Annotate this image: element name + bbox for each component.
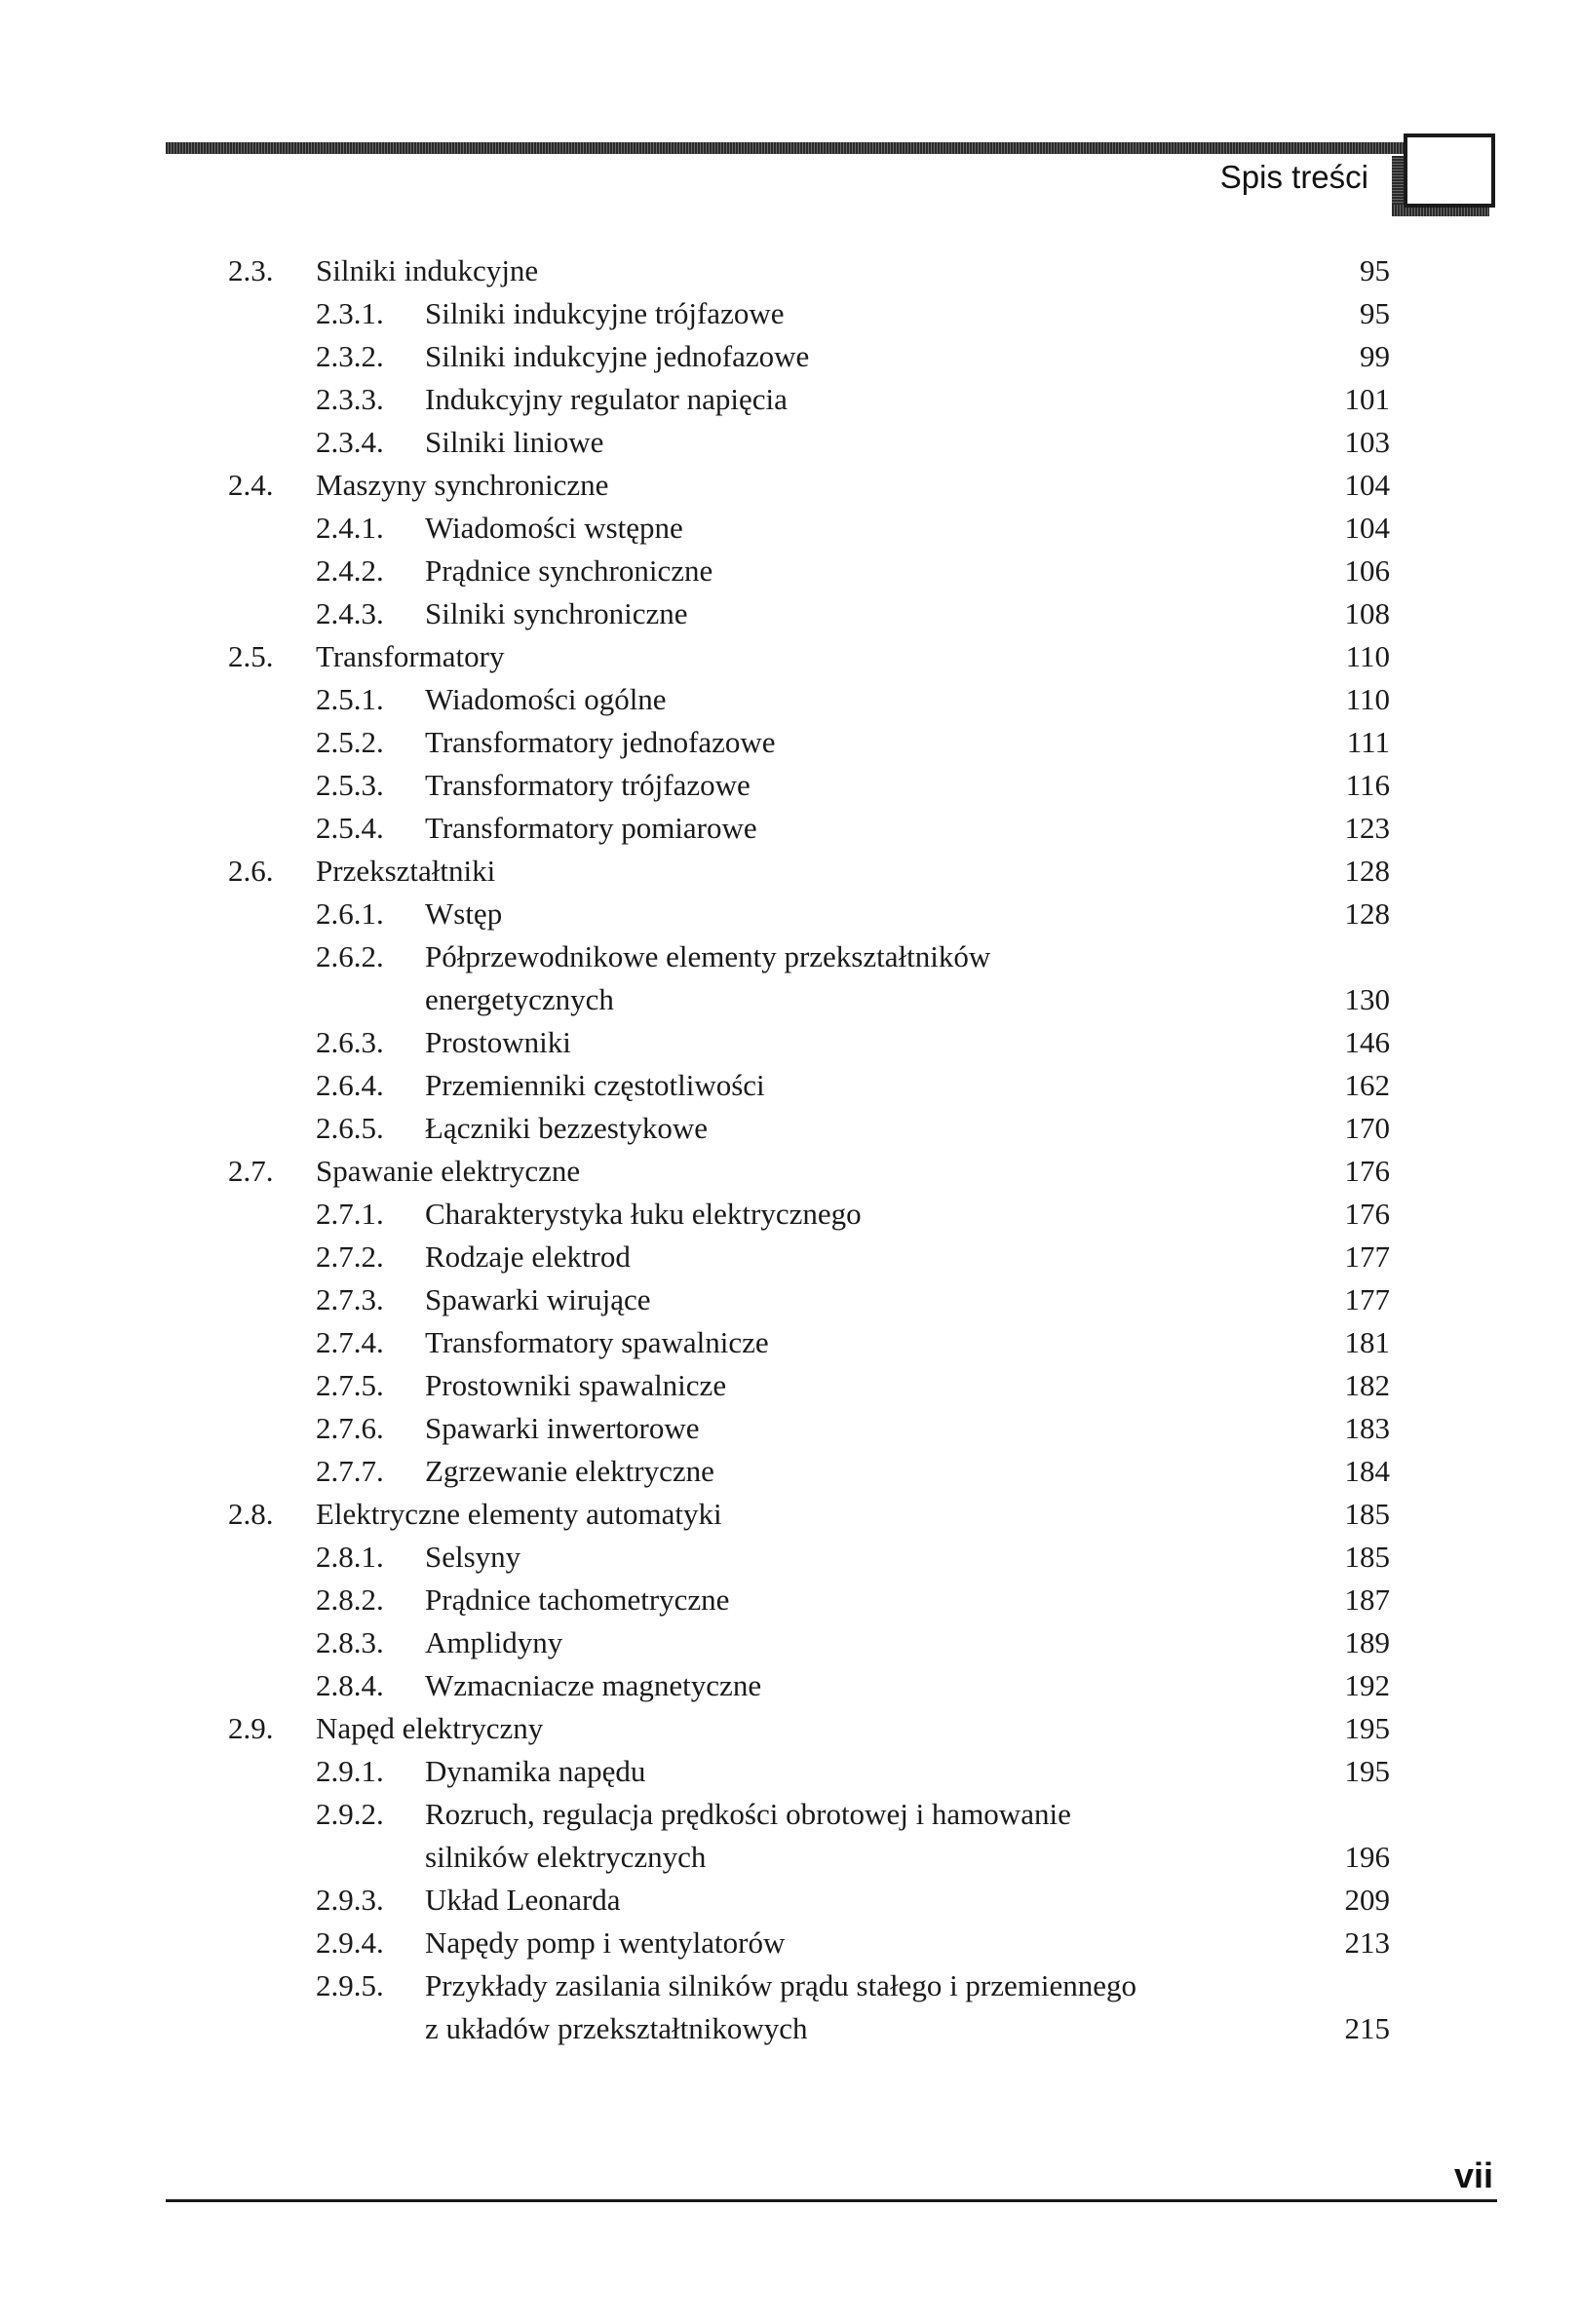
- page-folio: vii: [1453, 2155, 1493, 2195]
- toc-entry-page: 146: [1344, 1025, 1390, 1059]
- toc-subsection-row: [0, 507, 1579, 550]
- running-head: Spis treści: [1219, 159, 1368, 195]
- toc-entry-number: 2.7.6.: [316, 1411, 384, 1445]
- toc-subsection-row: [0, 1407, 1579, 1450]
- toc-subsection-row: [0, 1021, 1579, 1064]
- toc-entry-number: 2.6.3.: [316, 1025, 384, 1059]
- toc-entry-page: 189: [1344, 1625, 1390, 1659]
- toc-entry-number: 2.9.5.: [316, 1968, 384, 2002]
- toc-entry-number: 2.4.: [228, 468, 274, 502]
- toc-entry-number: 2.6.: [228, 854, 274, 888]
- toc-entry-title: Układ Leonarda: [425, 1883, 621, 1917]
- toc-entry-page: 177: [1344, 1282, 1390, 1316]
- toc-subsection-row: [0, 592, 1579, 635]
- toc-subsection-row: [0, 1579, 1579, 1621]
- toc-entry-number: 2.9.3.: [316, 1883, 384, 1917]
- toc-entry-title: Wiadomości wstępne: [425, 511, 683, 545]
- toc-entry-title: Spawarki wirujące: [425, 1282, 651, 1316]
- toc-entry-number: 2.4.1.: [316, 511, 384, 545]
- toc-entry-title: Transformatory pomiarowe: [425, 811, 757, 845]
- toc-subsection-row: [0, 1193, 1579, 1236]
- toc-entry-page: 195: [1344, 1711, 1390, 1745]
- toc-subsection-row: [0, 1278, 1579, 1321]
- toc-entry-page: 123: [1344, 811, 1390, 845]
- toc-entry-page: 99: [1360, 339, 1390, 373]
- toc-entry-title: Charakterystyka łuku elektrycznego: [425, 1197, 862, 1231]
- toc-entry-number: 2.3.2.: [316, 339, 384, 373]
- toc-entry-title: Napędy pomp i wentylatorów: [425, 1925, 786, 1960]
- toc-entry-page: 130: [1344, 982, 1390, 1016]
- toc-section-row: [0, 850, 1579, 893]
- toc-subsection-row: [0, 1793, 1579, 1836]
- toc-entry-number: 2.9.: [228, 1711, 274, 1745]
- toc-entry-title: Prostowniki: [425, 1025, 571, 1059]
- toc-subsection-row: [0, 1922, 1579, 1964]
- toc-entry-page: 116: [1345, 768, 1390, 802]
- toc-entry-page: 110: [1345, 639, 1390, 673]
- toc-entry-page: 176: [1344, 1197, 1390, 1231]
- toc-entry-number: 2.7.1.: [316, 1197, 384, 1231]
- toc-entry-number: 2.3.4.: [316, 425, 384, 459]
- toc-entry-page: 128: [1344, 896, 1390, 931]
- toc-entry-title: Półprzewodnikowe elementy przekształtników: [425, 939, 991, 973]
- toc-entry-number: 2.8.3.: [316, 1625, 384, 1659]
- toc-entry-number: 2.9.2.: [316, 1797, 384, 1831]
- toc-entry-number: 2.6.5.: [316, 1111, 384, 1145]
- toc-entry-title: Zgrzewanie elektryczne: [425, 1454, 714, 1488]
- toc-entry-page: 176: [1344, 1154, 1390, 1188]
- toc-entry-page: 196: [1344, 1840, 1390, 1874]
- toc-entry-page: 182: [1344, 1368, 1390, 1402]
- toc-entry-title: Prądnice tachometryczne: [425, 1582, 730, 1617]
- toc-entry-title: Maszyny synchroniczne: [316, 468, 609, 502]
- header-rule: [166, 142, 1404, 154]
- toc-entry-number: 2.7.5.: [316, 1368, 384, 1402]
- toc-entry-page: 95: [1360, 296, 1390, 330]
- toc-entry-number: 2.9.1.: [316, 1754, 384, 1788]
- toc-entry-number: 2.4.2.: [316, 553, 384, 588]
- toc-subsection-row: [0, 2007, 1579, 2050]
- toc-entry-title: Transformatory spawalnicze: [425, 1325, 769, 1359]
- toc-entry-number: 2.4.3.: [316, 596, 384, 630]
- toc-entry-title: Prądnice synchroniczne: [425, 553, 713, 588]
- toc-entry-title: Silniki indukcyjne jednofazowe: [425, 339, 810, 373]
- toc-subsection-row: [0, 1836, 1579, 1879]
- toc-section-row: [0, 1493, 1579, 1536]
- toc-entry-title: Prostowniki spawalnicze: [425, 1368, 727, 1402]
- toc-entry-page: 103: [1344, 425, 1390, 459]
- toc-entry-number: 2.5.1.: [316, 682, 384, 716]
- toc-entry-title: Dynamika napędu: [425, 1754, 646, 1788]
- toc-entry-title: Łączniki bezzestykowe: [425, 1111, 709, 1145]
- toc-entry-title: Silniki indukcyjne: [316, 253, 539, 287]
- toc-entry-page: 185: [1344, 1540, 1390, 1574]
- toc-entry-number: 2.5.4.: [316, 811, 384, 845]
- toc-subsection-row: [0, 292, 1579, 335]
- toc-subsection-row: [0, 935, 1579, 978]
- toc-subsection-row: [0, 421, 1579, 464]
- toc-entry-number: 2.7.2.: [316, 1239, 384, 1274]
- toc-entry-title: Transformatory jednofazowe: [425, 725, 776, 759]
- toc-entry-number: 2.7.: [228, 1154, 274, 1188]
- toc-entry-title: Przykłady zasilania silników prądu stałego i przemiennego: [425, 1968, 1137, 2002]
- toc-subsection-row: [0, 1964, 1579, 2007]
- toc-entry-page: 170: [1344, 1111, 1390, 1145]
- toc-entry-page: 101: [1344, 382, 1390, 416]
- toc-entry-title: Napęd elektryczny: [316, 1711, 544, 1745]
- toc-subsection-row: [0, 1107, 1579, 1150]
- toc-subsection-row: [0, 1236, 1579, 1278]
- toc-entry-page: 195: [1344, 1754, 1390, 1788]
- toc-entry-number: 2.3.1.: [316, 296, 384, 330]
- toc-subsection-row: [0, 764, 1579, 807]
- toc-entry-page: 108: [1344, 596, 1390, 630]
- toc-entry-title: Przemienniki częstotliwości: [425, 1068, 765, 1102]
- toc-entry-number: 2.6.1.: [316, 896, 384, 931]
- toc-subsection-row: [0, 378, 1579, 421]
- toc-entry-page: 104: [1344, 468, 1390, 502]
- toc-entry-page: 162: [1344, 1068, 1390, 1102]
- toc-entry-page: 111: [1346, 725, 1390, 759]
- toc-entry-page: 110: [1345, 682, 1390, 716]
- toc-entry-number: 2.6.4.: [316, 1068, 384, 1102]
- toc-entry-title: Wstęp: [425, 896, 503, 931]
- toc-subsection-row: [0, 721, 1579, 764]
- toc-section-row: [0, 1150, 1579, 1193]
- toc-entry-number: 2.8.4.: [316, 1668, 384, 1702]
- toc-entry-title: Selsyny: [425, 1540, 521, 1574]
- toc-entry-title: Transformatory trójfazowe: [425, 768, 751, 802]
- toc-subsection-row: [0, 1750, 1579, 1793]
- toc-entry-page: 106: [1344, 553, 1390, 588]
- toc-entry-title: Przekształtniki: [316, 854, 496, 888]
- toc-entry-number: 2.5.2.: [316, 725, 384, 759]
- toc-entry-page: 187: [1344, 1582, 1390, 1617]
- toc-section-row: [0, 635, 1579, 678]
- toc-subsection-row: [0, 893, 1579, 935]
- toc-entry-page: 192: [1344, 1668, 1390, 1702]
- toc-subsection-row: [0, 1621, 1579, 1664]
- toc-entry-page: 184: [1344, 1454, 1390, 1488]
- toc-subsection-row: [0, 978, 1579, 1021]
- toc-entry-title: Spawanie elektryczne: [316, 1154, 581, 1188]
- toc-entry-number: 2.8.2.: [316, 1582, 384, 1617]
- toc-subsection-row: [0, 1879, 1579, 1922]
- toc-subsection-row: [0, 1536, 1579, 1579]
- toc-entry-number: 2.5.3.: [316, 768, 384, 802]
- toc-entry-page: 95: [1360, 253, 1390, 287]
- toc-section-row: [0, 249, 1579, 292]
- toc-subsection-row: [0, 1450, 1579, 1493]
- toc-entry-title: Wiadomości ogólne: [425, 682, 667, 716]
- toc-entry-page: 213: [1344, 1925, 1390, 1960]
- toc-entry-page: 185: [1344, 1497, 1390, 1531]
- footer-rule: [166, 2199, 1497, 2202]
- toc-entry-title: Amplidyny: [425, 1625, 563, 1659]
- toc-subsection-row: [0, 1064, 1579, 1107]
- toc-entry-page: 104: [1344, 511, 1390, 545]
- toc-entry-title: z układów przekształtnikowych: [425, 2011, 808, 2045]
- toc-subsection-row: [0, 550, 1579, 592]
- toc-entry-number: 2.7.3.: [316, 1282, 384, 1316]
- toc-entry-title: silników elektrycznych: [425, 1840, 707, 1874]
- toc-entry-number: 2.3.: [228, 253, 274, 287]
- toc-entry-title: Silniki liniowe: [425, 425, 604, 459]
- toc-entry-page: 181: [1344, 1325, 1390, 1359]
- toc-subsection-row: [0, 678, 1579, 721]
- toc-entry-number: 2.9.4.: [316, 1925, 384, 1960]
- toc-entry-title: Silniki indukcyjne trójfazowe: [425, 296, 785, 330]
- toc-entry-number: 2.6.2.: [316, 939, 384, 973]
- toc-entry-title: Silniki synchroniczne: [425, 596, 688, 630]
- toc-entry-title: Transformatory: [316, 639, 505, 673]
- toc-entry-number: 2.7.7.: [316, 1454, 384, 1488]
- toc-entry-page: 183: [1344, 1411, 1390, 1445]
- toc-section-row: [0, 464, 1579, 507]
- toc-entry-page: 128: [1344, 854, 1390, 888]
- toc-entry-number: 2.8.1.: [316, 1540, 384, 1574]
- toc-entry-number: 2.5.: [228, 639, 274, 673]
- toc-entry-page: 177: [1344, 1239, 1390, 1274]
- toc-entry-page: 209: [1344, 1883, 1390, 1917]
- table-of-contents: [0, 249, 1579, 2050]
- header-box-ornament: [1404, 133, 1495, 208]
- toc-entry-number: 2.7.4.: [316, 1325, 384, 1359]
- toc-entry-title: Wzmacniacze magnetyczne: [425, 1668, 762, 1702]
- toc-entry-title: Elektryczne elementy automatyki: [316, 1497, 722, 1531]
- toc-subsection-row: [0, 335, 1579, 378]
- toc-subsection-row: [0, 1664, 1579, 1707]
- toc-entry-title: Rozruch, regulacja prędkości obrotowej i hamowanie: [425, 1797, 1071, 1831]
- toc-entry-number: 2.8.: [228, 1497, 274, 1531]
- toc-subsection-row: [0, 1364, 1579, 1407]
- toc-subsection-row: [0, 807, 1579, 850]
- toc-subsection-row: [0, 1321, 1579, 1364]
- toc-entry-title: Indukcyjny regulator napięcia: [425, 382, 788, 416]
- toc-entry-number: 2.3.3.: [316, 382, 384, 416]
- toc-entry-title: Rodzaje elektrod: [425, 1239, 631, 1274]
- toc-section-row: [0, 1707, 1579, 1750]
- toc-entry-page: 215: [1344, 2011, 1390, 2045]
- toc-entry-title: Spawarki inwertorowe: [425, 1411, 700, 1445]
- toc-entry-title: energetycznych: [425, 982, 614, 1016]
